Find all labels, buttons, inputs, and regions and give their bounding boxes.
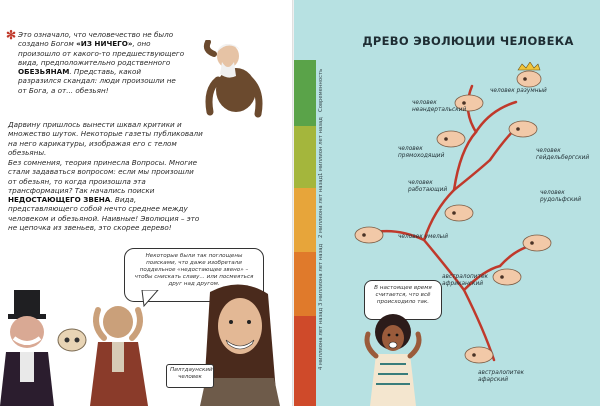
narrator-illustration bbox=[358, 312, 428, 406]
decorative-mark-icon: ✻ bbox=[6, 28, 17, 42]
piltdown-label: Пилтдаунский человек bbox=[166, 364, 214, 388]
species-label-sapiens: человек разумный bbox=[490, 88, 547, 94]
paragraph-2: Дарвину пришлось вынести шквал критики и множество шуток. Некоторые газеты публиковали на него карикатуры, изображая его с телом обезьяны. bbox=[8, 120, 203, 157]
rudolfensis-skull-icon bbox=[520, 232, 554, 254]
homo-habilis-skull-icon bbox=[352, 224, 386, 246]
heidelberg-skull-icon bbox=[506, 118, 540, 140]
species-label-habilis: человек умелый bbox=[398, 234, 448, 240]
species-label-neanderthal: человек неандертальский bbox=[412, 100, 467, 113]
species-label-heidelberg: человек гейдельбергский bbox=[536, 148, 590, 161]
species-label-ergaster: человек работающий bbox=[408, 180, 448, 193]
species-label-afarensis: австралопитек афарский bbox=[478, 370, 525, 383]
right-page: ДРЕВО ЭВОЛЮЦИИ ЧЕЛОВЕКА Современность 1 миллион лет назад 2 миллиона лет назад 3 миллиона лет назад 4 миллиона лет назад человек разумный человек неандертальский человек прямоходящий человек гейдельбергский человек работающий человек рудольфский человек умелый австралопитек африканский австралопитек афарский В настоящее время считается, что всё происходило так. bbox=[294, 0, 600, 406]
page-title: ДРЕВО ЭВОЛЮЦИИ ЧЕЛОВЕКА bbox=[362, 34, 574, 48]
scientists-illustration bbox=[0, 282, 294, 406]
paragraph-3: Без сомнения, теория принесла Вопросы. Многие стали задаваться вопросом: если мы произошли от обезьян, то когда произошла эта трансформация? Так начались поиски НЕДОСТАЮЩЕГО ЗВЕНА. Вида, представляющего собой нечто среднее между человеком и обезьяной. Наивные! Эволюция – это не цепочка из звеньев, это скорее дерево! bbox=[8, 158, 200, 233]
scientists-speech-bubble: Некоторые были так поглощены поисками, что даже изобретали поддельное «недостающее звено» – чтобы снискать славу... или посмеяться друг над другом. bbox=[124, 248, 264, 302]
australopithecus-afarensis-skull-icon bbox=[462, 344, 496, 366]
homo-sapiens-skull-icon bbox=[512, 62, 546, 88]
species-label-erectus: человек прямоходящий bbox=[398, 146, 445, 159]
species-label-rudolfensis: человек рудольфский bbox=[540, 190, 581, 203]
homo-ergaster-skull-icon bbox=[442, 202, 476, 224]
species-label-africanus: австралопитек африканский bbox=[442, 274, 489, 287]
darwin-ape-illustration bbox=[192, 40, 274, 120]
left-page bbox=[0, 0, 294, 406]
narrator-speech-bubble: В настоящее время считается, что всё происходило так. bbox=[364, 280, 442, 320]
paragraph-1: Это означало, что человечество не было создано Богом «ИЗ НИЧЕГО», оно произошло от какого-то предшествующего вида, предположительно родственного ОБЕЗЬЯНАМ. Представь, какой разразился скандал: люди произошли не от Бога, а от... обезьян! bbox=[18, 30, 185, 95]
